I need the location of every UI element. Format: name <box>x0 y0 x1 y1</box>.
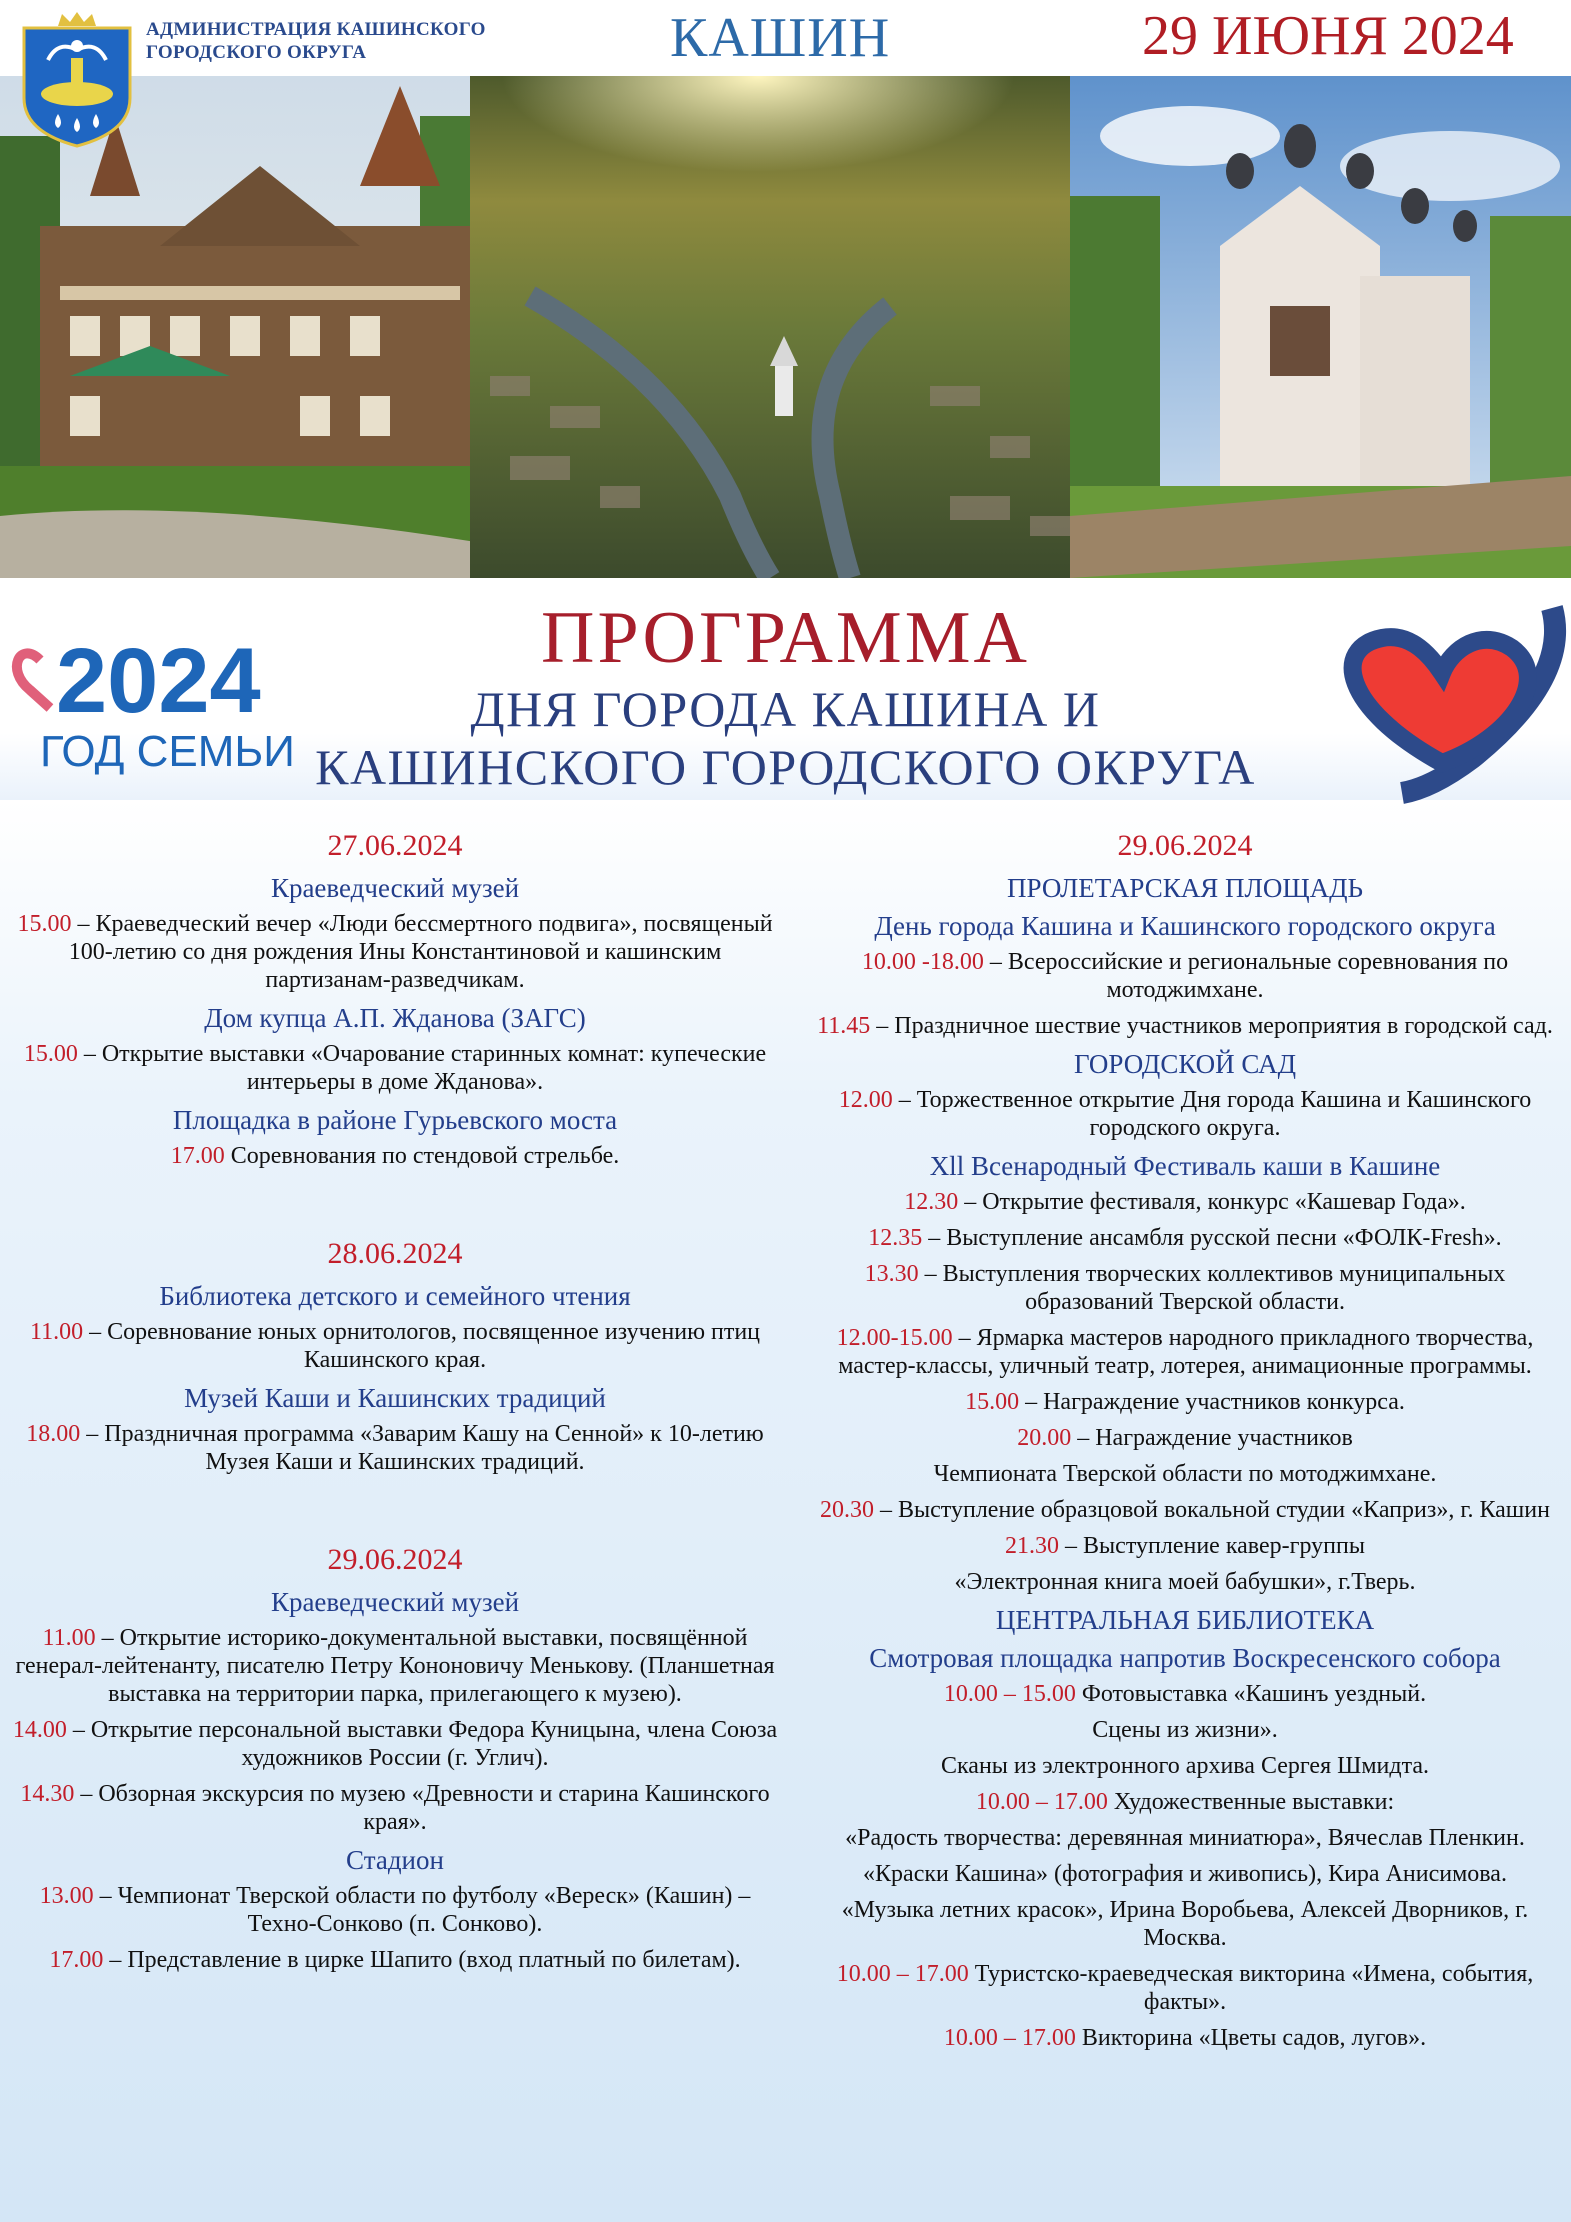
event-time: 11.00 <box>29 1319 84 1345</box>
event-item <box>810 1680 1560 1708</box>
event-time: 10.00 – 17.00 <box>836 1961 969 1987</box>
day-date: 29.06.2024 <box>1117 829 1253 862</box>
event-item <box>810 1224 1560 1252</box>
venue-title: Краеведческий музей <box>270 1587 520 1617</box>
event-item <box>810 1960 1560 2016</box>
event-time: 14.30 <box>20 1781 75 1807</box>
event-text: – Награждение участников <box>1071 1425 1353 1451</box>
church-photo <box>1070 76 1571 578</box>
event-item <box>810 1388 1560 1416</box>
venue-subtitle: Смотровая площадка напротив Воскресенского собора <box>869 1643 1501 1673</box>
aerial-town-photo <box>470 76 1110 578</box>
event-item <box>10 1318 780 1374</box>
event-time: 10.00 -18.00 <box>861 949 984 975</box>
coat-of-arms-icon <box>18 10 136 148</box>
venue-title: Музей Каши и Кашинских традиций <box>184 1383 606 1413</box>
event-item <box>10 1716 780 1772</box>
event-text-continued: «Радость творчества: деревянная миниатюра», Вячеслав Пленкин. <box>845 1825 1525 1851</box>
event-item <box>810 1188 1560 1216</box>
event-text: – Открытие фестиваля, конкурс «Кашевар Года». <box>958 1189 1466 1215</box>
venue-subtitle: День города Кашина и Кашинского городского округа <box>874 911 1496 941</box>
event-item <box>810 1260 1560 1316</box>
event-time: 15.00 <box>23 1041 78 1067</box>
program-title: ПРОГРАММА <box>541 597 1030 679</box>
event-item <box>10 1624 780 1708</box>
event-text: – Чемпионат Тверской области по футболу «Вереск» (Кашин) – Техно-Сонково (п. Сонково). <box>93 1883 751 1937</box>
event-time: 10.00 – 15.00 <box>943 1681 1076 1707</box>
left-column <box>10 828 780 1982</box>
spacer <box>10 1484 780 1542</box>
event-time: 20.00 <box>1017 1425 1072 1451</box>
event-time: 12.00 <box>838 1087 893 1113</box>
day-date: 27.06.2024 <box>327 829 463 862</box>
event-item <box>810 1012 1560 1040</box>
day-date: 28.06.2024 <box>327 1237 463 1270</box>
logo-year: 2024 <box>56 630 261 732</box>
event-time: 15.00 <box>17 911 72 937</box>
event-time: 15.00 <box>965 1389 1020 1415</box>
city-title: КАШИН <box>670 7 891 69</box>
event-item <box>810 1086 1560 1142</box>
event-text: – Ярмарка мастеров народного прикладного творчества, мастер-классы, уличный театр, лотерея, анимационные программы. <box>838 1325 1534 1379</box>
venue-title: Краеведческий музей <box>270 873 520 903</box>
event-text: – Выступление ансамбля русской песни «ФОЛК-Fresh». <box>922 1225 1502 1251</box>
subtitle-line-1: ДНЯ ГОРОДА КАШИНА И <box>470 681 1101 737</box>
event-text: – Праздничная программа «Заварим Кашу на Сенной» к 10-летию Музея Каши и Кашинских традиций. <box>80 1421 764 1475</box>
subtitle-line-2: КАШИНСКОГО ГОРОДСКОГО ОКРУГА <box>315 739 1256 795</box>
event-item <box>10 1142 780 1170</box>
event-text: – Награждение участников конкурса. <box>1019 1389 1405 1415</box>
venue-title: Площадка в районе Гурьевского моста <box>172 1105 618 1135</box>
event-time: 17.00 <box>170 1143 225 1169</box>
event-text: Фотовыставка «Кашинъ уездный. <box>1075 1681 1427 1707</box>
event-time: 12.00-15.00 <box>836 1325 953 1351</box>
event-text: – Представление в цирке Шапито (вход платный по билетам). <box>103 1947 741 1973</box>
venue-title: Дом купца А.П. Жданова (ЗАГС) <box>204 1003 586 1033</box>
event-text-continued: Сканы из электронного архива Сергея Шмидта. <box>940 1753 1430 1779</box>
event-text-continued: «Музыка летних красок», Ирина Воробьева, Алексей Дворников, г. Москва. <box>841 1897 1529 1951</box>
event-text-continued: Чемпионата Тверской области по мотоджимхане. <box>933 1461 1437 1487</box>
event-text: Соревнования по стендовой стрельбе. <box>224 1143 620 1169</box>
administration-name <box>146 18 506 64</box>
event-text: Художественные выставки: <box>1107 1789 1395 1815</box>
event-item <box>810 1788 1560 1816</box>
event-text: – Открытие историко-документальной выставки, посвящённой генерал-лейтенанту, писателю Петру Кононовичу Менькову. (Планшетная выставка на территории парка, прилегающего к музею). <box>15 1625 775 1707</box>
event-time: 12.30 <box>904 1189 959 1215</box>
event-time: 20.30 <box>820 1497 875 1523</box>
event-item <box>10 1780 780 1836</box>
venue-title: Библиотека детского и семейного чтения <box>159 1281 631 1311</box>
event-time: 13.30 <box>864 1261 919 1287</box>
event-text: – Торжественное открытие Дня города Кашина и Кашинского городского округа. <box>892 1087 1532 1141</box>
event-text: – Краеведческий вечер «Люди бессмертного подвига», посвященый 100-летию со дня рождения Ины Константиновой и кашинским партизанам-разведчикам. <box>68 911 773 993</box>
event-time: 14.00 <box>12 1717 67 1743</box>
event-text-continued: «Краски Кашина» (фотография и живопись), Кира Анисимова. <box>863 1861 1507 1887</box>
event-item <box>10 910 780 994</box>
event-text-continued: Сцены из жизни». <box>1092 1717 1278 1743</box>
event-text: – Выступление образцовой вокальной студии «Каприз», г. Кашин <box>874 1497 1550 1523</box>
event-item <box>810 1496 1560 1524</box>
event-item <box>810 1532 1560 1560</box>
day-date: 29.06.2024 <box>327 1543 463 1576</box>
event-text-continued: «Электронная книга моей бабушки», г.Тверь. <box>954 1569 1416 1595</box>
event-date: 29 ИЮНЯ 2024 <box>1142 5 1514 67</box>
event-item <box>10 1946 780 1974</box>
event-item <box>810 948 1560 1004</box>
event-time: 10.00 – 17.00 <box>975 1789 1108 1815</box>
event-time: 12.35 <box>868 1225 923 1251</box>
logo-caption: ГОД СЕМЬИ <box>40 727 295 776</box>
event-time: 18.00 <box>26 1421 81 1447</box>
venue-title: ПРОЛЕТАРСКАЯ ПЛОЩАДЬ <box>1006 873 1364 903</box>
spacer <box>10 1178 780 1236</box>
event-time: 11.00 <box>42 1625 96 1651</box>
event-text: – Всероссийские и региональные соревнования по мотоджимхане. <box>983 949 1509 1003</box>
program-subtitle <box>0 680 1571 796</box>
event-item <box>10 1040 780 1096</box>
event-item <box>810 1324 1560 1380</box>
venue-title: Xll Всенародный Фестиваль каши в Кашине <box>929 1151 1441 1181</box>
event-time: 13.00 <box>39 1883 94 1909</box>
venue-title: ГОРОДСКОЙ САД <box>1073 1049 1297 1079</box>
event-text: – Выступление кавер-группы <box>1059 1533 1365 1559</box>
photo-strip <box>0 76 1571 578</box>
event-text: – Праздничное шествие участников мероприятия в городской сад. <box>870 1013 1553 1039</box>
event-text: – Открытие персональной выставки Федора Куницына, члена Союза художников России (г. Углич). <box>66 1717 778 1771</box>
event-item <box>10 1420 780 1476</box>
event-text: Туристско-краеведческая викторина «Имена, события, факты». <box>968 1961 1534 2015</box>
venue-title: Стадион <box>346 1845 444 1875</box>
event-text: Викторина «Цветы садов, лугов». <box>1075 2025 1427 2051</box>
event-item <box>10 1882 780 1938</box>
event-text: – Открытие выставки «Очарование старинных комнат: купеческие интерьеры в доме Жданова». <box>77 1041 767 1095</box>
event-text: – Выступления творческих коллективов муниципальных образований Тверской области. <box>918 1261 1506 1315</box>
wooden-house-photo <box>0 76 500 578</box>
event-time: 10.00 – 17.00 <box>943 2025 1076 2051</box>
event-item <box>810 2024 1560 2052</box>
event-text: – Обзорная экскурсия по музею «Древности и старина Кашинского края». <box>74 1781 770 1835</box>
event-text: – Соревнование юных орнитологов, посвященное изучению птиц Кашинского края. <box>83 1319 761 1373</box>
event-item <box>810 1424 1560 1452</box>
admin-line-1: АДМИНИСТРАЦИЯ КАШИНСКОГО <box>146 19 486 40</box>
venue-title: ЦЕНТРАЛЬНАЯ БИБЛИОТЕКА <box>995 1605 1375 1635</box>
right-column <box>810 828 1560 2060</box>
event-time: 11.45 <box>817 1013 871 1039</box>
event-time: 17.00 <box>49 1947 104 1973</box>
event-time: 21.30 <box>1005 1533 1060 1559</box>
admin-line-2: ГОРОДСКОГО ОКРУГА <box>146 42 367 63</box>
